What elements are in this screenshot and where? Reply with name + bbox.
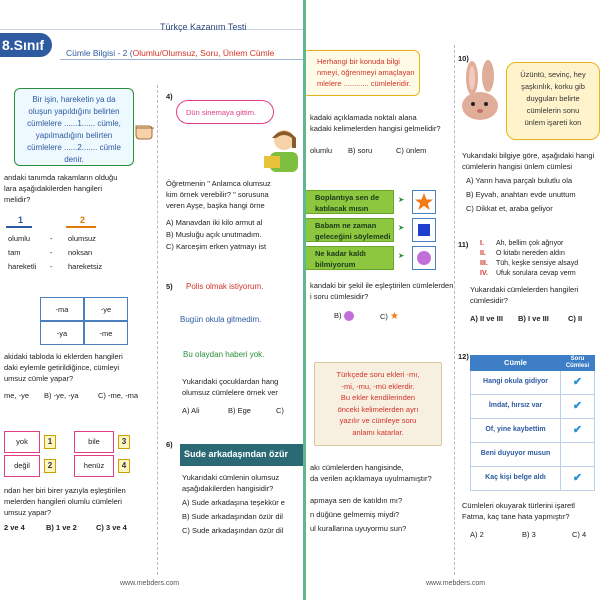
checkmark-icon: ✔ bbox=[572, 423, 583, 436]
definition-line: oluşun yapıldığını belirten bbox=[28, 107, 120, 116]
q3-number-cell: 2 bbox=[44, 459, 56, 473]
q2-grid-cell: -ya bbox=[40, 321, 84, 345]
q12-sentence-cell: Of, yine kaybettim bbox=[471, 419, 561, 443]
q11-option-c[interactable]: C) II bbox=[568, 314, 583, 323]
answer-option[interactable]: A) Yarın hava parçalı bulutlu ola bbox=[466, 176, 573, 185]
question-line: cümlesidir? bbox=[470, 296, 508, 305]
q3-option-b[interactable]: B) 1 ve 2 bbox=[46, 523, 77, 532]
column-divider bbox=[157, 85, 158, 575]
question-line: cümlelerin hangisi ünlem cümlesi bbox=[462, 162, 573, 171]
question-line: veren Ayşe, başka hangi örne bbox=[166, 201, 265, 210]
q2-grid-cell: -me bbox=[84, 321, 128, 345]
note-line: -mi, -mu, -mü eklerdir. bbox=[341, 381, 415, 391]
q3-word-cell: henüz bbox=[74, 455, 114, 477]
question-3-text bbox=[4, 485, 126, 518]
circle-icon bbox=[344, 311, 354, 321]
q11-option-b[interactable]: B) I ve III bbox=[518, 314, 549, 323]
q8-sentence-card: Babam ne zaman geleceğini söylemedi bbox=[306, 218, 394, 242]
page-header bbox=[0, 0, 303, 30]
q12-check-cell[interactable] bbox=[561, 467, 595, 491]
question-10-number: 10) bbox=[458, 54, 469, 63]
girl-reading-icon bbox=[258, 126, 303, 172]
q12-check-cell[interactable] bbox=[561, 419, 595, 443]
table-row bbox=[471, 443, 595, 467]
square-icon bbox=[412, 218, 436, 242]
q1-col2-underline bbox=[66, 226, 96, 228]
question-12-number: 12) bbox=[458, 352, 469, 361]
q3-option-c[interactable]: C) 3 ve 4 bbox=[96, 523, 127, 532]
bubble-line: duyguları belirte bbox=[526, 94, 580, 103]
q11-roman-numeral: III. bbox=[480, 260, 488, 267]
q1-pair-b: olumsuz bbox=[68, 234, 96, 243]
q4-bubble-text: Dün sinemaya gittim. bbox=[186, 108, 257, 117]
worksheet-subtitle: Cümle Bilgisi - 2 (Olumlu/Olumsuz, Soru, Ünlem Cümle bbox=[66, 48, 275, 58]
question-4-number: 4) bbox=[166, 92, 173, 101]
table-row bbox=[471, 395, 595, 419]
checkmark-icon: ✔ bbox=[572, 471, 583, 484]
answer-option[interactable]: A) Manavdan iki kilo armut al bbox=[166, 218, 263, 227]
question-4-text bbox=[166, 178, 271, 211]
q3-number-cell: 3 bbox=[118, 435, 130, 449]
question-line: melidir? bbox=[4, 195, 31, 204]
q12-check-cell[interactable] bbox=[561, 443, 595, 467]
note-line: anlamı katarlar. bbox=[352, 427, 404, 437]
question-6-number: 6) bbox=[166, 440, 173, 449]
question-1-text bbox=[4, 172, 117, 205]
q12-sentence-cell: Hangi okula gidiyor bbox=[471, 371, 561, 395]
page-footer: www.mebders.com bbox=[426, 580, 486, 587]
q3-option-a[interactable]: 2 ve 4 bbox=[4, 523, 25, 532]
answer-option[interactable]: B) Eyvah, anahtarı evde unuttum bbox=[466, 190, 576, 199]
question-line: Yukarıdaki çocuklardan hang bbox=[182, 377, 279, 386]
q12-option-b[interactable]: B) 3 bbox=[522, 530, 536, 539]
grade-badge: 8.Sınıf bbox=[0, 33, 52, 57]
question-line: da verilen açıklamaya uyulmamıştır? bbox=[310, 474, 432, 483]
q7-definition-box bbox=[306, 50, 420, 96]
q2-grid-cell: -ye bbox=[84, 297, 128, 321]
q1-col1-head: 1 bbox=[18, 215, 24, 225]
q11-sentence: Tüh, keşke sensiye alsayd bbox=[496, 260, 579, 267]
question-line: kadaki kelimelerden hangisi gelmelidir? bbox=[310, 124, 441, 133]
note-line: Bu ekler kendilerinden bbox=[340, 393, 416, 402]
question-line: aşağıdakilerden hangisidir? bbox=[182, 484, 274, 493]
definition-line: yapılmadığını belirten bbox=[35, 131, 113, 140]
question-line: daki eylemle getirildiğince, cümleyi bbox=[4, 363, 120, 372]
note-line: önceki kelimelerden ayrı bbox=[337, 404, 419, 414]
question-6-text bbox=[182, 472, 279, 494]
question-5-text bbox=[182, 376, 278, 398]
q1-pair-b: hareketsiz bbox=[68, 262, 103, 271]
q12-col-question: Soru Cümlesi bbox=[561, 356, 595, 371]
q12-check-cell[interactable] bbox=[561, 395, 595, 419]
definition-line: Bir işin, hareketin ya da bbox=[32, 95, 116, 104]
q5-option-c[interactable]: C) bbox=[276, 406, 284, 415]
note-line: Türkçede soru ekleri -mı, bbox=[336, 370, 420, 379]
column-divider bbox=[454, 45, 455, 575]
q12-option-c[interactable]: C) 4 bbox=[572, 530, 587, 539]
definition-line: mlelere ............ cümleleridir. bbox=[317, 79, 411, 88]
answer-option[interactable]: n düğüne gelmemiş miydi? bbox=[310, 510, 400, 519]
page-footer: www.mebders.com bbox=[120, 580, 180, 587]
q11-roman-numeral: IV. bbox=[480, 270, 488, 277]
q11-roman-numeral: II. bbox=[480, 250, 486, 257]
table-row bbox=[471, 467, 595, 491]
arrow-icon: ➤ bbox=[398, 195, 405, 204]
question-line: kadaki açıklamada noktalı alana bbox=[310, 113, 417, 122]
q5-option-b[interactable]: B) Ege bbox=[228, 406, 251, 415]
checkmark-icon: ✔ bbox=[572, 375, 583, 388]
q2-option-c[interactable]: C) -me, -ma bbox=[98, 391, 138, 400]
answer-option[interactable]: C) Dikkat et, araba geliyor bbox=[466, 204, 553, 213]
q8-option-c[interactable]: C) ★ bbox=[380, 311, 399, 322]
question-line: Yukarıdaki cümlelerden hangileri bbox=[470, 285, 579, 294]
q1-pair-a: olumlu bbox=[8, 234, 31, 243]
definition-line: Herhangi bir konuda bilgi bbox=[317, 57, 400, 66]
definition-line: cümlelere ......2....... cümle bbox=[27, 143, 121, 152]
bubble-line: ünlem işareti kon bbox=[524, 118, 582, 127]
q3-word-cell: bile bbox=[74, 431, 114, 453]
question-12-text bbox=[462, 500, 575, 522]
q2-option-b[interactable]: B) -ye, -ya bbox=[44, 391, 79, 400]
table-row bbox=[471, 419, 595, 443]
q7-option-a[interactable]: olumlu bbox=[310, 146, 333, 155]
q1-col2-head: 2 bbox=[80, 215, 86, 225]
q12-option-a[interactable]: A) 2 bbox=[470, 530, 484, 539]
question-line: i soru cümlesidir? bbox=[310, 292, 369, 301]
q11-sentence: Ah, bellim çok ağrıyor bbox=[496, 240, 564, 247]
question-11-number: 11) bbox=[458, 240, 469, 249]
q5-sentence-2: Bugün okula gitmedim. bbox=[180, 315, 262, 324]
answer-option[interactable]: A) Sude arkadaşına teşekkür e bbox=[182, 498, 285, 507]
bubble-line: cümlelerin sonu bbox=[526, 106, 580, 115]
definition-line: cümlelere ......1...... cümle, bbox=[27, 119, 121, 128]
question-line: kandaki bir şekil ile eşleştirilen cümlelerden bbox=[310, 281, 454, 290]
q6-banner-text: Sude arkadaşından özür bbox=[184, 449, 289, 459]
q12-sentence-cell: Beni duyuyor musun bbox=[471, 443, 561, 467]
q3-number-cell: 4 bbox=[118, 459, 130, 473]
q11-sentence: O kitabı nereden aldın bbox=[496, 250, 565, 257]
q12-sentence-table bbox=[470, 355, 595, 491]
q1-pair-a: tam bbox=[8, 248, 21, 257]
question-11-text bbox=[470, 284, 578, 306]
question-5-number: 5) bbox=[166, 282, 173, 291]
question-line: Fatma, kaç tane hata yapmıştır? bbox=[462, 512, 570, 521]
arrow-icon: ➤ bbox=[398, 223, 405, 232]
question-8-text bbox=[310, 280, 453, 302]
q5-option-a[interactable]: A) Ali bbox=[182, 406, 200, 415]
q1-pair-sep: - bbox=[50, 262, 53, 271]
q2-option-a[interactable]: me, -ye bbox=[4, 391, 30, 400]
question-line: kim örnek verebilir? " sorusuna bbox=[166, 190, 269, 199]
q12-check-cell[interactable] bbox=[561, 371, 595, 395]
q1-col1-underline bbox=[6, 226, 32, 228]
rabbit-icon bbox=[456, 60, 506, 122]
q3-word-cell: yok bbox=[4, 431, 40, 453]
q2-grid-cell: -ma bbox=[40, 297, 84, 321]
q11-option-a[interactable]: A) II ve III bbox=[470, 314, 503, 323]
question-line: Yukarıdaki bilgiye göre, aşağıdaki hangi bbox=[462, 151, 595, 160]
q9-note-card bbox=[314, 362, 442, 446]
q3-number-cell: 1 bbox=[44, 435, 56, 449]
answer-option[interactable]: C) Sude arkadaşından özür dil bbox=[182, 526, 284, 535]
circle-icon bbox=[412, 246, 436, 270]
question-line: akidaki tabloda ki eklerden hangileri bbox=[4, 352, 123, 361]
question-line: umsuz yapar? bbox=[4, 508, 52, 517]
question-line: lara aşağıdakilerden hangileri bbox=[4, 184, 102, 193]
q8-sentence-card: Boplantıya sen de katılacak mısın bbox=[306, 190, 394, 214]
answer-option[interactable]: B) Sude arkadaşından özür dil bbox=[182, 512, 283, 521]
checkmark-icon: ✔ bbox=[572, 399, 583, 412]
answer-option[interactable]: B) Musluğu açık unutmadım. bbox=[166, 230, 262, 239]
question-line: Cümleleri okuyarak türlerini işaretl bbox=[462, 501, 575, 510]
note-line: yazılır ve cümleye soru bbox=[339, 416, 417, 425]
definition-box bbox=[14, 88, 134, 166]
answer-option[interactable]: apmaya sen de katıldın mı? bbox=[310, 496, 403, 505]
question-line: Yukarıdaki cümlenin olumsuz bbox=[182, 473, 280, 482]
question-line: ndan her biri birer yazıyla eşleştirilen bbox=[4, 486, 126, 495]
q1-pair-a: hareketli bbox=[8, 262, 37, 271]
right-worksheet-page bbox=[306, 0, 600, 600]
q11-sentence: Ufuk sorulara cevap verm bbox=[496, 270, 576, 277]
q1-pair-b: noksan bbox=[68, 248, 93, 257]
q8-sentence-card: Ne kadar kaldı bilmiyorum bbox=[306, 246, 394, 270]
q5-sentence-1: Polis olmak istiyorum. bbox=[186, 282, 264, 291]
question-7-text bbox=[310, 112, 441, 134]
question-line: olumsuz cümlelere örnek ver bbox=[182, 388, 278, 397]
question-line: akı cümlelerden hangisinde, bbox=[310, 463, 404, 472]
star-icon bbox=[412, 190, 436, 214]
q5-sentence-3: Bu olaydan haberi yok. bbox=[183, 350, 265, 359]
answer-option[interactable]: C) Karceşim erken yatmayı ist bbox=[166, 242, 267, 251]
question-line: andaki tanımda rakamların olduğu bbox=[4, 173, 118, 182]
q12-sentence-cell: Kaç kişi belge aldı bbox=[471, 467, 561, 491]
definition-line: denir. bbox=[64, 155, 84, 164]
q7-option-c[interactable]: C) ünlem bbox=[396, 146, 427, 155]
q12-col-sentence: Cümle bbox=[471, 356, 561, 371]
q1-pair-sep: - bbox=[50, 234, 53, 243]
question-9-text bbox=[310, 462, 432, 484]
answer-option[interactable]: ul kurallarına uyuyormu sun? bbox=[310, 524, 407, 533]
q8-option-b[interactable]: B) bbox=[334, 311, 354, 321]
star-icon: ★ bbox=[390, 311, 399, 322]
definition-line: nmeyi, öğrenmeyi amaçlayan bbox=[317, 68, 415, 77]
bubble-line: şaşkınlık, korku gib bbox=[521, 82, 585, 91]
table-row bbox=[471, 371, 595, 395]
question-2-text bbox=[4, 351, 123, 384]
hand-pointing-icon bbox=[134, 120, 156, 140]
bubble-line: Üzüntü, sevinç, hey bbox=[520, 70, 586, 79]
q7-option-b[interactable]: B) soru bbox=[348, 146, 373, 155]
q10-speech-bubble bbox=[506, 62, 600, 140]
q11-roman-numeral: I. bbox=[480, 240, 484, 247]
q3-word-cell: değil bbox=[4, 455, 40, 477]
question-line: umsuz cümle yapar? bbox=[4, 374, 74, 383]
question-line: melerden hangileri olumlu cümleleri bbox=[4, 497, 122, 506]
question-line: Öğretmenin " Anlamca olumsuz bbox=[166, 179, 271, 188]
arrow-icon: ➤ bbox=[398, 251, 405, 260]
header-title: Türkçe Kazanım Testi bbox=[160, 22, 247, 32]
q12-sentence-cell: İmdat, hırsız var bbox=[471, 395, 561, 419]
question-10-text bbox=[462, 150, 594, 172]
q1-pair-sep: - bbox=[50, 248, 53, 257]
subtitle-rule bbox=[60, 59, 303, 60]
